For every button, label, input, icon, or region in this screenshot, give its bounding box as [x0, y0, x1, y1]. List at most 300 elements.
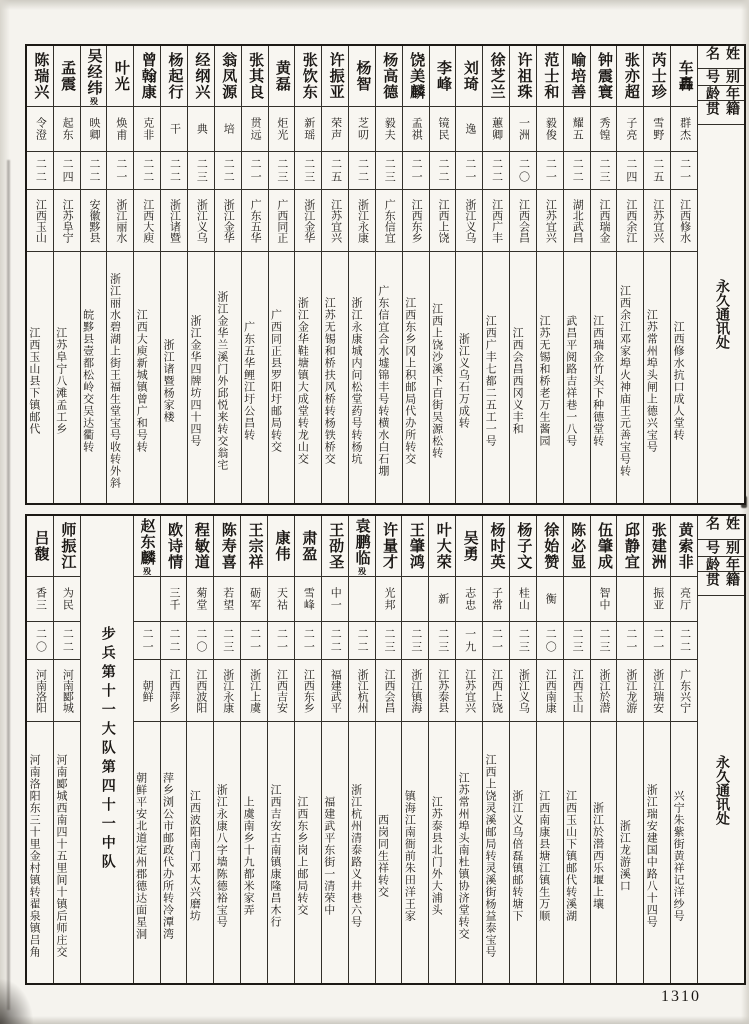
native-place-cell: 浙江义乌 — [510, 660, 536, 722]
native-place-cell: 江苏泰县 — [429, 660, 455, 722]
entry-column — [186, 516, 213, 983]
age-cell: 一九 — [456, 622, 482, 660]
native-place-cell: 江西上饶 — [430, 190, 456, 252]
alias-cell — [402, 577, 428, 622]
name-cell: 张其良 — [242, 46, 268, 107]
name-cell: 刘琦 — [456, 46, 482, 107]
age-cell: 二二 — [27, 152, 53, 190]
address-cell: 江苏无锡和桥扶风桥转杨铁桥交 — [323, 297, 336, 465]
alias-cell — [617, 577, 643, 622]
native-place-cell: 广西同正 — [269, 190, 295, 252]
entry-column — [402, 46, 429, 503]
age-cell: 二〇 — [187, 622, 213, 660]
entry-column — [670, 516, 697, 983]
name-cell: 赵东麟殁 — [134, 516, 160, 577]
address-cell: 江苏阜宁八滩孟工乡 — [54, 327, 67, 435]
entry-column — [590, 46, 617, 503]
native-place-cell: 江西东乡 — [295, 660, 321, 722]
entry-column — [133, 46, 160, 503]
age-cell: 二二 — [161, 152, 187, 190]
name-cell: 翁凤源 — [215, 46, 241, 107]
entry-column — [428, 516, 455, 983]
alias-cell: 逸 — [456, 107, 482, 152]
entry-column — [616, 516, 643, 983]
entry-column — [536, 46, 563, 503]
address-cell: 江西上饶沙溪下百街吴源松转 — [430, 303, 443, 459]
name-cell: 张饮东 — [295, 46, 321, 107]
name-cell: 曾翰康 — [134, 46, 160, 107]
name-cell: 王劭圣 — [322, 516, 348, 577]
name-cell: 杨起行 — [161, 46, 187, 107]
name-cell: 徐芝兰 — [483, 46, 509, 107]
alias-cell: 砺军 — [241, 577, 267, 622]
address-cell: 西岗同生祥转交 — [376, 814, 389, 898]
alias-cell: 若望 — [214, 577, 240, 622]
address-cell: 江苏无锡和桥老万生酱园 — [537, 315, 550, 447]
age-cell: 二二 — [483, 152, 509, 190]
entry-column — [53, 516, 80, 983]
alias-cell: 炬光 — [269, 107, 295, 152]
age-cell: 二一 — [241, 622, 267, 660]
native-place-cell: 江西玉山 — [564, 660, 590, 722]
deceased-note: 殁 — [89, 96, 99, 105]
address-cell: 浙江诸暨杨家楼 — [162, 339, 175, 423]
alias-cell: 菊堂 — [187, 577, 213, 622]
age-cell: 二一 — [295, 622, 321, 660]
age-cell: 二三 — [376, 622, 402, 660]
address-cell: 江西玉山县下镇邮代 — [27, 327, 40, 435]
alias-cell: 亮厅 — [671, 577, 697, 622]
address-cell: 浙江金华兰溪门外邱悦来转交翁宅 — [215, 291, 228, 471]
native-place-cell: 浙江永康 — [349, 190, 375, 252]
address-cell: 江西玉山下镇邮代转溪湖 — [564, 790, 577, 922]
native-place-cell: 安徽黟县 — [81, 190, 107, 252]
alias-cell: 芝叨 — [349, 107, 375, 152]
native-place-cell: 浙江杭州 — [349, 660, 375, 722]
age-cell: 二一 — [671, 152, 697, 190]
alias-cell: 香三 — [27, 577, 53, 622]
alias-cell: 毅夫 — [376, 107, 402, 152]
native-place-cell: 广东五华 — [242, 190, 268, 252]
entry-column — [53, 46, 80, 503]
header-native: 籍贯 — [698, 101, 744, 125]
age-cell: 二二 — [81, 152, 107, 190]
age-cell: 二一 — [617, 622, 643, 660]
header-address: 永久通讯处 — [714, 754, 729, 825]
alias-cell: 衡 — [537, 577, 563, 622]
scan-artifact — [7, 160, 10, 1010]
alias-cell: 映卿 — [81, 107, 107, 152]
entry-column — [213, 516, 240, 983]
directory-table-top — [25, 44, 746, 505]
entry-column — [375, 46, 402, 503]
alias-cell: 孟祺 — [403, 107, 429, 152]
address-cell: 江苏泰县北门外大浦头 — [430, 796, 443, 916]
alias-cell: 镜民 — [430, 107, 456, 152]
name-cell: 叶光 — [107, 46, 133, 107]
address-cell: 浙江义乌倍磊镇邮转塘下 — [510, 790, 523, 922]
name-cell: 陈寿喜 — [214, 516, 240, 577]
name-cell: 徐始赞 — [537, 516, 563, 577]
address-cell: 江西会昌西冈义丰和 — [511, 327, 524, 435]
name-cell: 车轟 — [671, 46, 697, 107]
entry-column — [27, 46, 53, 503]
entry-column — [268, 46, 295, 503]
entry-column — [348, 46, 375, 503]
entry-column — [240, 516, 267, 983]
alias-cell: 子常 — [483, 577, 509, 622]
entry-column — [616, 46, 643, 503]
age-cell: 二一 — [134, 622, 160, 660]
age-cell: 二二 — [564, 152, 590, 190]
address-cell: 江苏常州埠头闸上德兴宝号 — [645, 309, 658, 453]
address-cell: 皖黟县壹都松岭交吴达衢转 — [81, 309, 94, 453]
entry-column — [563, 46, 590, 503]
native-place-cell: 福建武平 — [322, 660, 348, 722]
address-cell: 浙江於潜西乐堰上壤 — [591, 802, 604, 910]
name-cell: 杨子文 — [510, 516, 536, 577]
name-cell: 芮士珍 — [644, 46, 670, 107]
age-cell: 二四 — [617, 152, 643, 190]
entry-column — [590, 516, 617, 983]
age-cell: 二二 — [430, 152, 456, 190]
name-cell: 陈瑞兴 — [27, 46, 53, 107]
age-cell: 二三 — [564, 622, 590, 660]
name-cell: 孟震 — [54, 46, 80, 107]
native-place-cell: 江西上饶 — [483, 660, 509, 722]
native-place-cell: 江西修水 — [671, 190, 697, 252]
header-native: 籍贯 — [698, 572, 744, 596]
deceased-note: 殁 — [357, 566, 367, 575]
native-place-cell: 浙江义乌 — [188, 190, 214, 252]
header-age: 年龄 — [698, 557, 744, 572]
native-place-cell: 江西南康 — [537, 660, 563, 722]
native-place-cell: 浙江上虞 — [241, 660, 267, 722]
header-alias: 别号 — [698, 540, 744, 558]
native-place-cell: 广东信宜 — [376, 190, 402, 252]
address-cell: 浙江金华四牌坊四十四号 — [188, 315, 201, 447]
entry-column — [455, 46, 482, 503]
address-cell: 江苏常州埠头南杜镇协济堂转交 — [457, 772, 470, 940]
entry-column — [455, 516, 482, 983]
entry-column — [214, 46, 241, 503]
alias-cell: 耀五 — [564, 107, 590, 152]
name-cell: 许量才 — [376, 516, 402, 577]
age-cell: 二一 — [644, 622, 670, 660]
address-cell: 福建武平东街一清荣中 — [322, 796, 335, 916]
unit-note-cell — [81, 516, 133, 983]
native-place-cell: 江苏阜宁 — [54, 190, 80, 252]
name-cell: 杨智 — [349, 46, 375, 107]
address-cell: 江西波阳南门邓太兴磨坊 — [188, 790, 201, 922]
address-cell: 镇海江南衙前朱田洋王家 — [403, 790, 416, 922]
alias-cell: 子亮 — [617, 107, 643, 152]
address-cell: 江西东乡岗上邮局转交 — [295, 796, 308, 916]
age-cell: 二一 — [268, 622, 294, 660]
name-cell: 杨时英 — [483, 516, 509, 577]
address-cell: 江西东乡冈上积邮局代办所转交 — [403, 297, 416, 465]
alias-cell: 志忠 — [456, 577, 482, 622]
age-cell: 二〇 — [510, 152, 536, 190]
entry-column — [429, 46, 456, 503]
age-cell: 二二 — [349, 622, 375, 660]
entry-column — [106, 46, 133, 503]
age-cell: 二一 — [456, 152, 482, 190]
age-cell: 二四 — [54, 152, 80, 190]
header-address: 永久通讯处 — [714, 278, 729, 349]
address-cell: 河南郾城西南四十五里间十镇后师庄交 — [54, 754, 67, 958]
address-cell: 浙江杭州清泰路义井巷六号 — [349, 784, 362, 928]
age-cell: 二三 — [269, 152, 295, 190]
native-place-cell: 浙江永康 — [214, 660, 240, 722]
age-cell: 二二 — [349, 152, 375, 190]
name-cell: 范士和 — [537, 46, 563, 107]
address-cell: 江西瑞金竹头下种德堂转 — [591, 315, 604, 447]
entry-column — [160, 516, 187, 983]
name-cell: 喻培善 — [564, 46, 590, 107]
age-cell: 二二 — [54, 622, 80, 660]
entry-column — [27, 516, 53, 983]
address-cell: 浙江永康八字墙陈德裕宝号 — [215, 784, 228, 928]
native-place-cell: 江西余江 — [617, 190, 643, 252]
native-place-cell: 江西会昌 — [376, 660, 402, 722]
unit-note-column — [80, 516, 133, 983]
native-place-cell: 浙江镇海 — [402, 660, 428, 722]
native-place-cell: 江西会昌 — [510, 190, 536, 252]
address-cell: 浙江永康城内问松堂药号转杨坑 — [350, 297, 363, 465]
age-cell: 二一 — [242, 152, 268, 190]
entry-column — [509, 46, 536, 503]
address-cell: 广东五华鲤江圩公昌转 — [242, 321, 255, 441]
alias-cell — [564, 577, 590, 622]
name-cell: 张亦超 — [617, 46, 643, 107]
alias-cell: 干 — [161, 107, 187, 152]
alias-cell: 振亚 — [644, 577, 670, 622]
age-cell: 二三 — [295, 152, 321, 190]
name-cell: 伍肇成 — [591, 516, 617, 577]
entry-column — [643, 46, 670, 503]
alias-cell: 培 — [215, 107, 241, 152]
age-cell: 二一 — [403, 152, 429, 190]
native-place-cell: 浙江金华 — [295, 190, 321, 252]
native-place-cell: 浙江诸暨 — [161, 190, 187, 252]
alias-cell: 雪峰 — [295, 577, 321, 622]
entry-column — [133, 516, 160, 983]
entry-column — [160, 46, 187, 503]
alias-cell: 令澄 — [27, 107, 53, 152]
native-place-cell: 江西萍乡 — [161, 660, 187, 722]
entry-column — [375, 516, 402, 983]
entry-column — [401, 516, 428, 983]
age-cell: 二五 — [322, 152, 348, 190]
alias-cell: 智中 — [591, 577, 617, 622]
native-place-cell: 湖北武昌 — [564, 190, 590, 252]
address-cell: 兴宁朱紫街黄祥记洋纱号 — [672, 790, 685, 922]
native-place-cell: 江西玉山 — [27, 190, 53, 252]
name-cell: 欧诗情 — [161, 516, 187, 577]
alias-cell — [349, 577, 375, 622]
alias-cell: 为民 — [54, 577, 80, 622]
native-place-cell: 浙江瑞安 — [644, 660, 670, 722]
native-place-cell: 江西波阳 — [187, 660, 213, 722]
address-cell: 江西上饶灵溪邮局转灵溪街杨益泰宝号 — [484, 754, 496, 958]
name-cell: 康伟 — [268, 516, 294, 577]
alias-cell: 三千 — [161, 577, 187, 622]
header-alias: 别号 — [698, 69, 744, 86]
address-cell: 浙江丽水碧湖上街王福生堂宝号收转外斜 — [108, 273, 121, 489]
alias-cell: 荣声 — [322, 107, 348, 152]
age-cell: 二〇 — [27, 622, 53, 660]
native-place-cell: 江西大庾 — [134, 190, 160, 252]
name-cell: 叶大荣 — [429, 516, 455, 577]
age-cell: 二一 — [483, 622, 509, 660]
age-cell: 二三 — [510, 622, 536, 660]
native-place-cell: 江西吉安 — [268, 660, 294, 722]
alias-cell: 桂山 — [510, 577, 536, 622]
address-cell: 广东信宜合水墟锦丰号转横水白石堋 — [376, 285, 389, 477]
name-cell: 陈必显 — [564, 516, 590, 577]
native-place-cell: 江苏宜兴 — [644, 190, 670, 252]
name-cell: 程敏道 — [187, 516, 213, 577]
deceased-note: 殁 — [142, 566, 152, 575]
name-cell: 肃盈 — [295, 516, 321, 577]
address-cell: 河南洛阳东三十里金村镇转翟泉镇吕角 — [28, 754, 41, 958]
entry-column — [267, 516, 294, 983]
name-cell: 吴经纬殁 — [81, 46, 107, 107]
native-place-cell: 江西东乡 — [403, 190, 429, 252]
scan-edge-left — [0, 0, 10, 1024]
entry-column — [321, 46, 348, 503]
native-place-cell: 江苏宜兴 — [322, 190, 348, 252]
scan-edge-top — [0, 0, 749, 10]
address-cell: 萍乡浏公市邮政代办所转冷潭湾 — [161, 772, 174, 940]
age-cell: 二三 — [402, 622, 428, 660]
native-place-cell: 浙江义乌 — [456, 190, 482, 252]
alias-cell: 一洲 — [510, 107, 536, 152]
address-cell: 江西南康县塘江镇生万顺 — [537, 790, 550, 922]
native-place-cell: 广东兴宁 — [671, 660, 697, 722]
name-cell: 许祖珠 — [510, 46, 536, 107]
address-cell: 江西修水抗口成人堂转 — [672, 321, 685, 441]
name-cell: 杨高德 — [376, 46, 402, 107]
age-cell: 二三 — [591, 152, 617, 190]
entry-column — [509, 516, 536, 983]
name-cell: 王宗祥 — [241, 516, 267, 577]
entry-column — [643, 516, 670, 983]
native-place-cell: 江苏宜兴 — [456, 660, 482, 722]
name-cell: 吴勇 — [456, 516, 482, 577]
address-cell: 江西广丰七都二五工一号 — [484, 315, 497, 447]
directory-table-bottom — [25, 514, 746, 985]
age-cell: 二二 — [322, 622, 348, 660]
age-cell: 二一 — [107, 152, 133, 190]
address-cell: 上虞南乡十九都米家弄 — [242, 796, 255, 916]
address-cell: 江西余江邓家埠火神庙王元善宝号转 — [618, 285, 631, 477]
header-name: 姓名 — [698, 516, 744, 540]
entry-column — [294, 516, 321, 983]
age-cell: 二五 — [644, 152, 670, 190]
native-place-cell: 江苏宜兴 — [537, 190, 563, 252]
alias-cell — [134, 577, 160, 622]
age-cell: 二三 — [591, 622, 617, 660]
alias-cell: 中一 — [322, 577, 348, 622]
name-cell: 邱静宜 — [617, 516, 643, 577]
alias-cell: 毅俊 — [537, 107, 563, 152]
age-cell: 二二 — [161, 622, 187, 660]
entry-column — [241, 46, 268, 503]
alias-cell: 克非 — [134, 107, 160, 152]
header-age: 年龄 — [698, 86, 744, 101]
name-cell: 张建洲 — [644, 516, 670, 577]
entry-column — [482, 46, 509, 503]
name-cell: 李峰 — [430, 46, 456, 107]
entry-column — [187, 46, 214, 503]
address-cell: 江西大庾新城镇曾广和号转 — [135, 309, 148, 453]
address-cell: 朝鲜平安北道定州郡德达面星洞 — [134, 772, 147, 940]
native-place-cell: 江西广丰 — [483, 190, 509, 252]
alias-cell: 典 — [188, 107, 214, 152]
alias-cell: 蕙卿 — [483, 107, 509, 152]
name-cell: 师振江 — [54, 516, 80, 577]
native-place-cell: 河南郾城 — [54, 660, 80, 722]
page-number: 1310 — [661, 988, 701, 1005]
native-place-cell: 河南洛阳 — [27, 660, 53, 722]
native-place-cell: 朝鲜 — [134, 660, 160, 722]
name-cell: 许振亚 — [322, 46, 348, 107]
name-cell: 饶美麟 — [403, 46, 429, 107]
name-cell: 王肇鸿 — [402, 516, 428, 577]
entry-column — [482, 516, 509, 983]
age-cell: 二三 — [214, 622, 240, 660]
header-column — [697, 516, 744, 983]
entry-column — [321, 516, 348, 983]
address-cell: 浙江金华鞋塘镇大成堂转龙山交 — [296, 297, 309, 465]
address-cell: 浙江瑞安建国中路八十四号 — [645, 784, 658, 928]
age-cell: 二一 — [537, 152, 563, 190]
name-cell: 袁鹏临殁 — [349, 516, 375, 577]
entry-column — [670, 46, 697, 503]
address-cell: 浙江义乌石万成转 — [457, 333, 470, 429]
alias-cell: 雪野 — [644, 107, 670, 152]
native-place-cell: 浙江於潜 — [591, 660, 617, 722]
age-cell: 二三 — [376, 152, 402, 190]
age-cell: 二三 — [188, 152, 214, 190]
unit-note-text: 步兵第十一大队第四十一中队 — [99, 626, 115, 873]
age-cell: 二二 — [134, 152, 160, 190]
header-column — [697, 46, 744, 503]
scan-edge-bottom — [0, 1016, 749, 1024]
entry-column — [563, 516, 590, 983]
name-cell: 吕馥 — [27, 516, 53, 577]
alias-cell: 起东 — [54, 107, 80, 152]
alias-cell: 群杰 — [671, 107, 697, 152]
entry-column — [80, 46, 107, 503]
address-cell: 浙江龙游溪口 — [618, 820, 631, 892]
name-cell: 黄索非 — [671, 516, 697, 577]
alias-cell: 新瑶 — [295, 107, 321, 152]
age-cell: 二〇 — [537, 622, 563, 660]
native-place-cell: 浙江金华 — [215, 190, 241, 252]
native-place-cell: 浙江丽水 — [107, 190, 133, 252]
alias-cell: 焕甫 — [107, 107, 133, 152]
alias-cell: 光邦 — [376, 577, 402, 622]
header-name: 姓名 — [698, 46, 744, 69]
entry-column — [536, 516, 563, 983]
name-cell: 经纲兴 — [188, 46, 214, 107]
alias-cell: 天祜 — [268, 577, 294, 622]
native-place-cell: 浙江龙游 — [617, 660, 643, 722]
native-place-cell: 江西瑞金 — [591, 190, 617, 252]
